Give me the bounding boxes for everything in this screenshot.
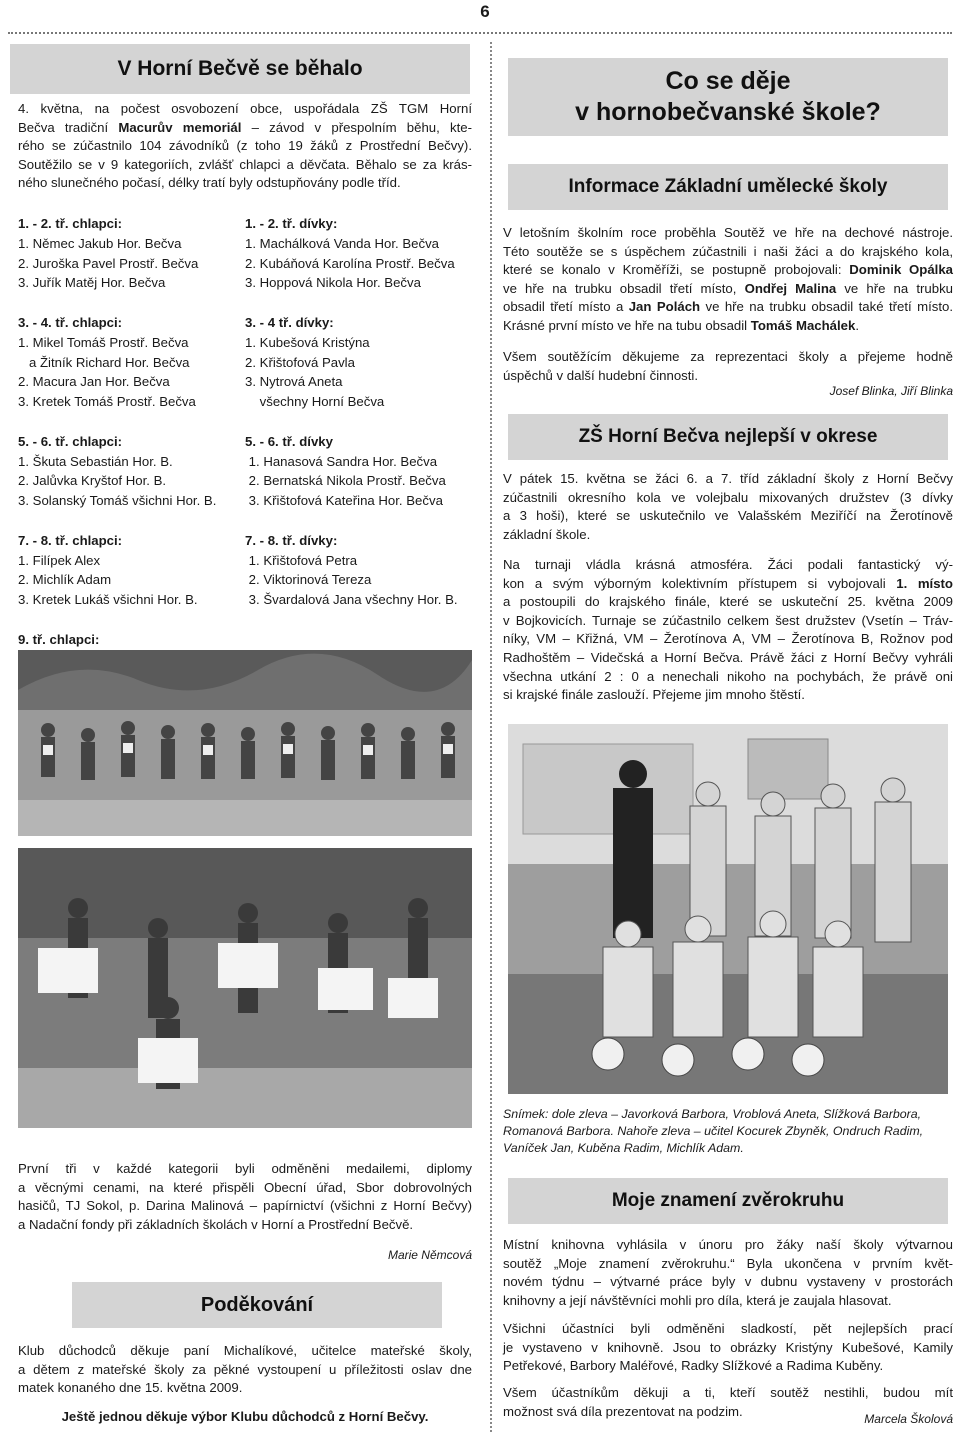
result-line: 3. Kretek Lukáš všichni Hor. B. bbox=[18, 592, 198, 608]
text-line: Na turnaji vládla krásná atmosféra. Žáci podali fantastický vý- bbox=[503, 557, 953, 572]
awards-text bbox=[18, 1160, 472, 1234]
category-heading: 1. - 2. tř. dívky: bbox=[245, 216, 338, 231]
result-line bbox=[245, 412, 480, 432]
zus-text bbox=[503, 224, 953, 336]
text-line: si krajské finále zaslouží. Přejeme jim mnoho štěstí. bbox=[503, 687, 805, 703]
text-line: novém týdnu – výtvarné práce byly v dubnu vystaveny v prostorách bbox=[503, 1274, 953, 1290]
zodiac-text bbox=[503, 1236, 953, 1310]
text-line: Všichni účastníci byli odměněni sladkostí, pět nejlepších prací bbox=[503, 1321, 953, 1336]
zs-text-2 bbox=[503, 556, 953, 705]
awards-signature: Marie Němcová bbox=[387, 1248, 472, 1262]
result-line: 1. Machálková Vanda Hor. Bečva bbox=[245, 235, 440, 251]
category-heading: 1. - 2. tř. chlapci: bbox=[18, 216, 123, 231]
zs-subtitle: ZŠ Horní Bečva nejlepší v okrese bbox=[508, 414, 948, 460]
section-title-line1: Co se děje bbox=[665, 67, 791, 95]
zus-text-2 bbox=[503, 348, 953, 385]
result-line bbox=[18, 511, 248, 531]
result-line: 3. Solanský Tomáš všichni Hor. B. bbox=[18, 493, 217, 509]
text-line: knihovny a její návštěvníci mohli pro díla, která je zaujala hlasovat. bbox=[503, 1292, 892, 1308]
text-line: Soutěžilo se v 9 kategoriích, zvlášť chlapci a děvčata. Běhalo se za krás- bbox=[18, 156, 472, 172]
text-line: Místní knihovna vyhlásila v únoru pro žáky naší školy výtvarnou bbox=[503, 1237, 953, 1252]
result-line: 3. Juřík Matěj Hor. Bečva bbox=[18, 275, 166, 291]
result-line: 3. Hoppová Nikola Hor. Bečva bbox=[245, 275, 421, 291]
article-intro bbox=[18, 100, 472, 193]
category-heading: 3. - 4. tř. chlapci: bbox=[18, 314, 123, 330]
zodiac-signature: Marcela Školová bbox=[864, 1412, 953, 1426]
result-line: 1. Škuta Sebastián Hor. B. bbox=[18, 453, 173, 469]
text-line: a Nadační fondy při základních školách v Horní a Prostřední Bečvě. bbox=[18, 1216, 414, 1232]
text-line: ve hře na trubku obsadil třetí místo, Ondřej Malina ve hře na trubku bbox=[503, 280, 954, 296]
thanks-signoff: Ještě jednou děkuje výbor Klubu důchodců z Horní Bečvy. bbox=[61, 1409, 429, 1424]
result-line: 2. Michlík Adam bbox=[18, 572, 112, 588]
text-line: Vaníček Jan, Kuběna Radim, Michlík Adam. bbox=[503, 1141, 744, 1155]
text-line: Krásné první místo ve hře na tubu obsadil Tomáš Machálek. bbox=[503, 317, 860, 333]
result-line: 1. Němec Jakub Hor. Bečva bbox=[18, 235, 182, 251]
article-title-running: V Horní Bečvě se běhalo bbox=[10, 44, 470, 94]
thanks-title: Poděkování bbox=[72, 1282, 442, 1328]
results-girls bbox=[245, 214, 480, 610]
result-line: 3. Kretek Tomáš Prostř. Bečva bbox=[18, 394, 196, 410]
zodiac-text-2 bbox=[503, 1320, 953, 1376]
zodiac-subtitle: Moje znamení zvěrokruhu bbox=[508, 1178, 948, 1224]
text-line: V letošním školním roce proběhla Soutěž ve hře na dechové nástroje. bbox=[503, 225, 953, 240]
text-line: hasičů, TJ Sokol, p. Darina Malinová – papírnictví (všichni z Horní Bečvy) bbox=[18, 1198, 472, 1214]
result-line bbox=[18, 293, 248, 313]
text-line: rého se zúčastnilo 104 závodníků (z toho 19 žáků z Prostřední Bečvy). bbox=[18, 138, 472, 154]
result-line: všechny Horní Bečva bbox=[245, 394, 385, 410]
result-line: 1. Mikel Tomáš Prostř. Bečva bbox=[18, 334, 189, 350]
zus-subtitle: Informace Základní umělecké školy bbox=[508, 164, 948, 210]
text-line: soutěž „Moje znamení zvěrokruhu.“ Byla ukončena v prvním květ- bbox=[503, 1255, 953, 1271]
text-line: První tři v každé kategorii byli odměněni medailemi, diplomy bbox=[18, 1161, 472, 1176]
result-line: 2. Kubáňová Karolína Prostř. Bečva bbox=[245, 255, 455, 271]
zs-text bbox=[503, 470, 953, 544]
text-line: Bečva tradiční Macurův memoriál – závod v přespolním běhu, kte- bbox=[18, 119, 472, 135]
photo-diploma-winners bbox=[18, 848, 472, 1128]
text-line: níky, VM – Křižná, VM – Žerotínova A, VM – Žerotínova B, Rožnov pod bbox=[503, 631, 953, 647]
result-line: 1. Filípek Alex bbox=[18, 552, 101, 568]
section-title-line2: v hornobečvanské škole? bbox=[575, 98, 881, 126]
category-heading: 9. tř. chlapci: bbox=[18, 631, 100, 647]
page-number: 6 bbox=[480, 2, 490, 21]
text-line: ného slunečného počasí, délky tratí byly odstupňovány podle tříd. bbox=[18, 175, 401, 191]
result-line: a Žitník Richard Hor. Bečva bbox=[18, 354, 190, 370]
text-line: je vystaveno v knihovně. Jsou to obrázky Kristýny Kubešové, Kamily bbox=[503, 1339, 953, 1355]
text-line: a 3 hoši), které se uskutečnilo ve Valašském Meziříčí na Žerotínově bbox=[503, 508, 953, 524]
photo-race-group bbox=[18, 650, 472, 836]
result-line: 2. Viktorinová Tereza bbox=[245, 572, 372, 588]
result-line bbox=[245, 293, 480, 313]
text-line: a věcnými cenami, na které přispěli Obecní úřad, Sbor dobrovolných bbox=[18, 1179, 472, 1195]
result-line bbox=[18, 412, 248, 432]
text-line: zúčastnili okresního kola ve volejbalu mixovaných družstev (3 dívky bbox=[503, 489, 953, 505]
text-line: V pátek 15. května se žáci 6. a 7. tříd základní školy z Horní Bečvy bbox=[503, 471, 953, 486]
text-line: 4. května, na počest osvobození obce, uspořádala ZŠ TGM Horní bbox=[18, 101, 472, 116]
result-line: 1. Křištofová Petra bbox=[245, 552, 358, 568]
text-line: které se konalo v Kroměříži, se postupně probojovali: Dominik Opálka bbox=[503, 262, 953, 278]
zus-signature: Josef Blinka, Jiří Blinka bbox=[829, 384, 953, 398]
top-divider bbox=[8, 32, 952, 34]
result-line: 3. Švardalová Jana všechny Hor. B. bbox=[245, 592, 458, 608]
result-line: 3. Nytrová Aneta bbox=[245, 374, 343, 390]
text-line: základní škole. bbox=[503, 526, 591, 542]
column-divider bbox=[490, 42, 492, 1432]
result-line: 2. Křištofová Pavla bbox=[245, 354, 355, 370]
text-line: Snímek: dole zleva – Javorková Barbora, Vroblová Aneta, Slížková Barbora, bbox=[503, 1107, 922, 1121]
result-line bbox=[18, 610, 248, 630]
category-heading: 7. - 8. tř. chlapci: bbox=[18, 532, 123, 548]
text-line: Všem účastníkům děkuji a ti, kteří soutěž nestihli, budou mít bbox=[503, 1385, 953, 1400]
category-heading: 7. - 8. tř. dívky: bbox=[245, 532, 338, 548]
text-line: a postoupili do krajského finále, které se uskuteční 25. května 2009 bbox=[503, 594, 953, 610]
text-line: obsadil třetí místo a Jan Polách ve hře na trubku obsadil také třetí místo. bbox=[503, 299, 953, 315]
category-heading: 3. - 4 tř. dívky: bbox=[245, 314, 334, 330]
text-line: kon a svým výborným kolektivním přístupem si vybojovali 1. místo bbox=[503, 575, 953, 591]
category-heading: 5. - 6. tř. chlapci: bbox=[18, 433, 123, 449]
text-line: v Bojkovicích. Turnaje se zúčastnilo celkem šest družstev (Vsetín – Tráv- bbox=[503, 612, 953, 628]
results-boys bbox=[18, 214, 248, 669]
text-line: Petřekové, Barbory Maléřové, Radky Slížkové a Radima Kuběny. bbox=[503, 1358, 884, 1374]
text-line: Radhoštěm – Videčská a Horní Bečva. Právě žáci z Horní Bečvy vyhráli bbox=[503, 649, 953, 665]
text-line: Všem soutěžícím děkujeme za reprezentaci školy a přejeme hodně bbox=[503, 349, 953, 364]
text-line: a dětem z mateřské školy za pěkné vystoupení u příležitosti oslav dne bbox=[18, 1361, 472, 1377]
text-line: Této soutěže se s úspěchem zúčastnili i naši žáci a do krajského kola, bbox=[503, 243, 953, 259]
result-line: 2. Bernatská Nikola Prostř. Bečva bbox=[245, 473, 446, 489]
photo-caption bbox=[503, 1106, 953, 1157]
text-line: všechna utkání 2 : 0 a nenechali nikoho na pochybách, že právě oni bbox=[503, 668, 953, 684]
photo-volleyball-team bbox=[508, 724, 948, 1094]
text-line: úspěchů v další hudební činnosti. bbox=[503, 367, 699, 383]
result-line: 3. Křištofová Kateřina Hor. Bečva bbox=[245, 493, 443, 509]
result-line bbox=[245, 511, 480, 531]
text-line: Romanová Barbora. Nahoře zleva – učitel Kocurek Zbyněk, Ondruch Radim, bbox=[503, 1124, 924, 1138]
category-heading: 5. - 6. tř. dívky bbox=[245, 433, 333, 449]
result-line: 2. Jalůvka Kryštof Hor. B. bbox=[18, 473, 167, 489]
section-title bbox=[508, 58, 948, 136]
result-line: 1. Kubešová Kristýna bbox=[245, 334, 370, 350]
result-line: 2. Juroška Pavel Prostř. Bečva bbox=[18, 255, 199, 271]
text-line: matek konaného dne 15. května 2009. bbox=[18, 1380, 243, 1396]
thanks-text bbox=[18, 1342, 472, 1398]
result-line: 1. Hanasová Sandra Hor. Bečva bbox=[245, 453, 438, 469]
text-line: Klub důchodců děkuje paní Michalíkové, učitelce mateřské školy, bbox=[18, 1343, 472, 1358]
result-line: 2. Macura Jan Hor. Bečva bbox=[18, 374, 170, 390]
text-line: možnost svá díla prezentovat na podzim. bbox=[503, 1403, 743, 1419]
